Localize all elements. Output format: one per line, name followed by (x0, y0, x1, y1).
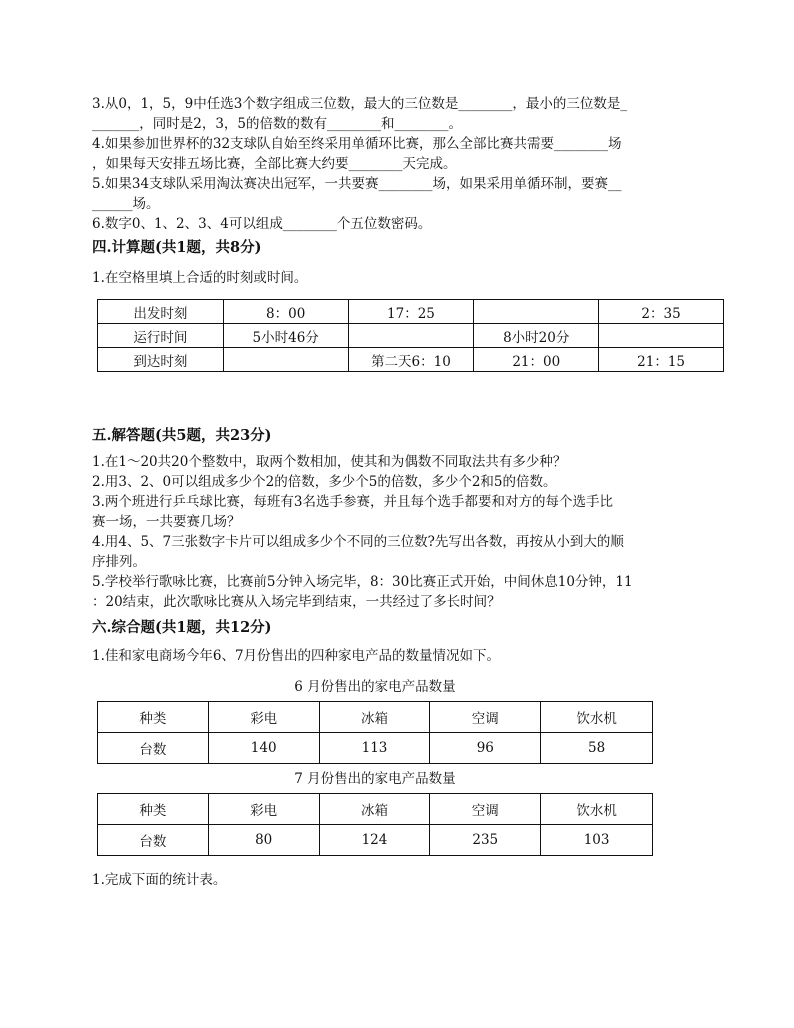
table-cell: 17：25 (348, 300, 474, 324)
section-5-line: 3.两个班进行乒乓球比赛，每班有3名选手参赛，并且每个选手都要和对方的每个选手比 (92, 494, 613, 510)
table-cell: 103 (541, 825, 653, 856)
june-table-caption: 6 月份售出的家电产品数量 (294, 679, 456, 695)
table-cell: 饮水机 (541, 794, 653, 825)
section-5-line: 赛一场，一共要赛几场？ (92, 514, 241, 530)
table-cell: 8小时20分 (474, 324, 599, 348)
table-row (98, 733, 653, 764)
table-cell (348, 324, 474, 348)
section-5-heading: 五.解答题(共5题，共23分) (92, 427, 272, 444)
table-cell: 到达时刻 (98, 348, 224, 372)
section-5-line: 序排列。 (92, 554, 146, 570)
table-cell: 冰箱 (319, 702, 430, 733)
question-3-line-2: _______，同时是2，3，5的倍数的数有________和________。 (92, 116, 463, 132)
table-cell: 空调 (430, 794, 541, 825)
question-6-line: 6.数字0、1、2、3、4可以组成________个五位数密码。 (92, 216, 432, 232)
section-6-heading: 六.综合题(共1题，共12分) (92, 619, 272, 636)
table-cell (599, 324, 724, 348)
question-5-line-2: ______场。 (92, 196, 160, 212)
table-cell (223, 348, 348, 372)
table-cell (474, 300, 599, 324)
section-4-question-1: 1.在空格里填上合适的时刻或时间。 (92, 270, 308, 286)
table-cell: 5小时46分 (223, 324, 348, 348)
question-4-line-1: 4.如果参加世界杯的32支球队自始至终采用单循环比赛，那么全部比赛共需要________场 (92, 136, 622, 152)
table-cell: 96 (430, 733, 541, 764)
table-cell: 种类 (98, 794, 209, 825)
table-cell: 113 (319, 733, 430, 764)
table-cell: 出发时刻 (98, 300, 224, 324)
table-cell: 冰箱 (319, 794, 430, 825)
table-row (98, 348, 724, 372)
table-cell: 彩电 (208, 794, 319, 825)
table-cell: 21：15 (599, 348, 724, 372)
section-5-line: 2.用3、2、0可以组成多少个2的倍数，多少个5的倍数，多少个2和5的倍数。 (92, 474, 557, 490)
table-row (98, 825, 653, 856)
table-row (98, 702, 653, 733)
section-5-line: 1.在1～20共20个整数中，取两个数相加，使其和为偶数不同取法共有多少种？ (92, 454, 567, 470)
table-cell: 饮水机 (541, 702, 653, 733)
table-row (98, 300, 724, 324)
section-5-line: 5.学校举行歌咏比赛，比赛前5分钟入场完毕，8：30比赛正式开始，中间休息10分钟，11 (92, 574, 633, 590)
table-cell: 台数 (98, 733, 209, 764)
section-6-question-1: 1.佳和家电商场今年6、7月份售出的四种家电产品的数量情况如下。 (92, 648, 501, 664)
table-cell: 124 (319, 825, 430, 856)
table-cell: 种类 (98, 702, 209, 733)
table-cell: 空调 (430, 702, 541, 733)
time-table (97, 299, 724, 372)
question-3-line-1: 3.从0，1，5，9中任选3个数字组成三位数，最大的三位数是________，最小的三位数是_ (92, 96, 628, 112)
section-5-line: ：20结束，此次歌咏比赛从入场完毕到结束，一共经过了多长时间？ (92, 594, 501, 610)
table-cell: 58 (541, 733, 653, 764)
july-sales-table (97, 793, 653, 856)
table-cell: 235 (430, 825, 541, 856)
table-cell: 运行时间 (98, 324, 224, 348)
question-5-line-1: 5.如果34支球队采用淘汰赛决出冠军，一共要赛________场，如果采用单循环制，要赛__ (92, 176, 622, 192)
table-cell: 80 (208, 825, 319, 856)
section-4-heading: 四.计算题(共1题，共8分) (92, 239, 262, 256)
table-cell: 彩电 (208, 702, 319, 733)
table-cell: 台数 (98, 825, 209, 856)
table-row (98, 794, 653, 825)
section-6-sub-question-1: 1.完成下面的统计表。 (92, 872, 227, 888)
july-table-caption: 7 月份售出的家电产品数量 (294, 771, 456, 787)
table-cell: 8：00 (223, 300, 348, 324)
june-sales-table (97, 701, 653, 764)
table-cell: 21：00 (474, 348, 599, 372)
table-cell: 第二天6：10 (348, 348, 474, 372)
section-5-line: 4.用4、5、7三张数字卡片可以组成多少个不同的三位数?先写出各数，再按从小到大的顺 (92, 534, 624, 550)
table-row (98, 324, 724, 348)
table-cell: 2：35 (599, 300, 724, 324)
table-cell: 140 (208, 733, 319, 764)
question-4-line-2: ，如果每天安排五场比赛，全部比赛大约要________天完成。 (92, 156, 457, 172)
